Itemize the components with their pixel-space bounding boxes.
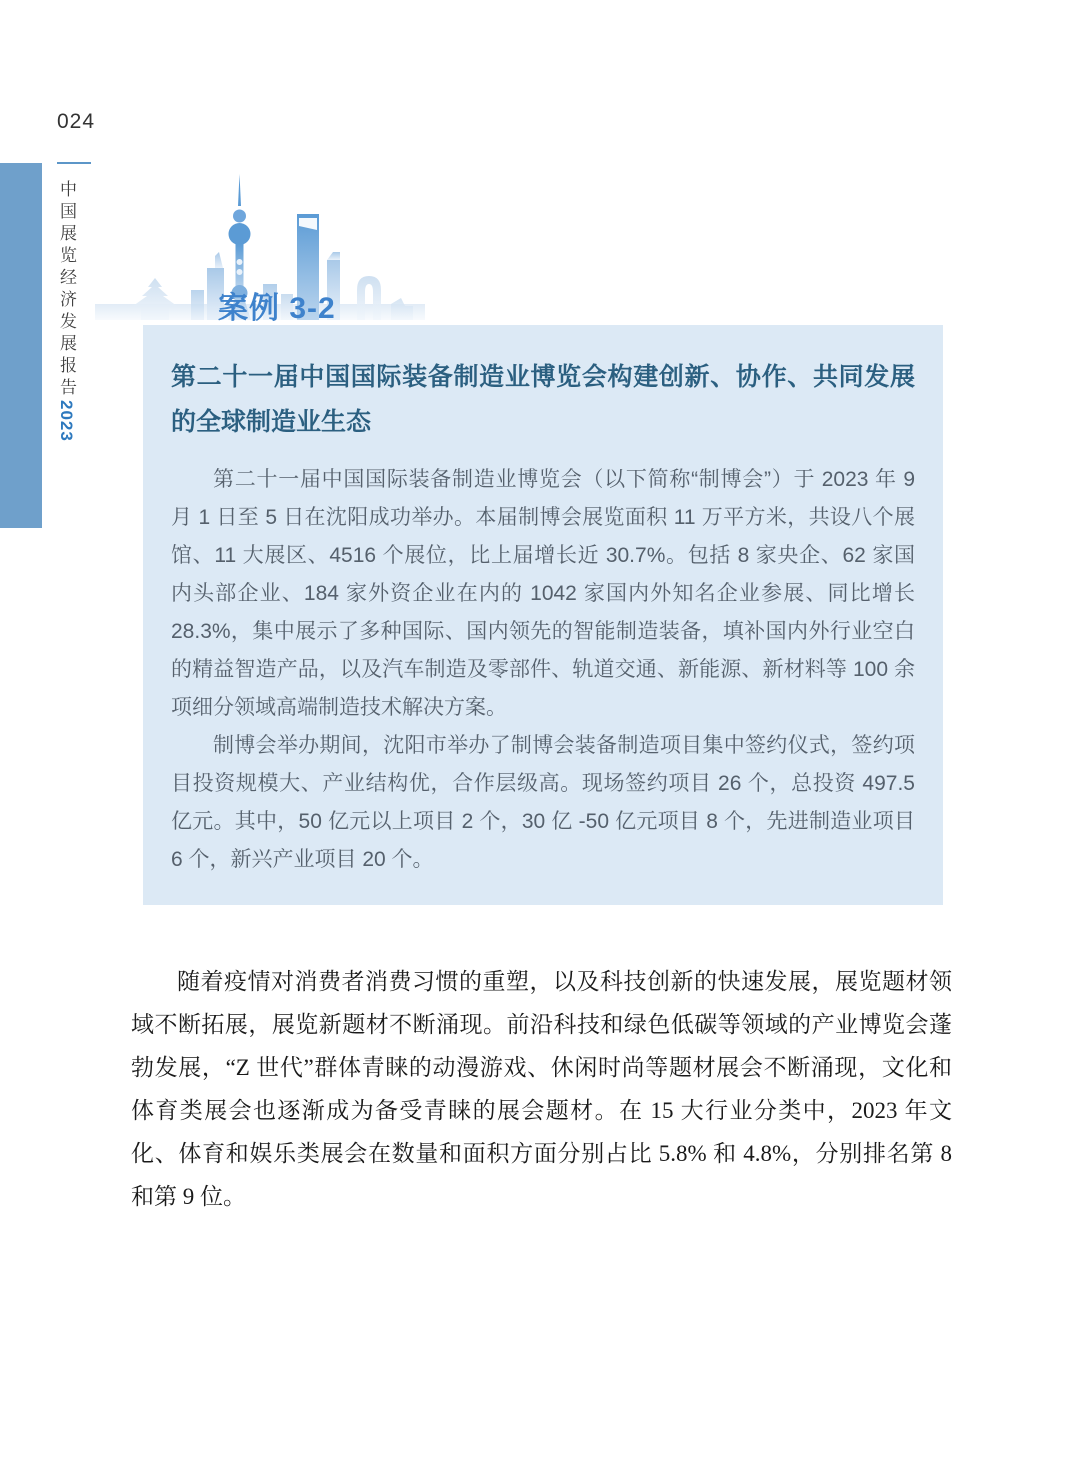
left-margin-bar xyxy=(0,163,42,528)
body-paragraph: 随着疫情对消费者消费习惯的重塑，以及科技创新的快速发展，展览题材领域不断拓展，展览新题材不断涌现。前沿科技和绿色低碳等领域的产业博览会蓬勃发展，“Z 世代”群体青睐的动漫游戏、休闲时尚等题材展会不断涌现，文化和体育类展会也逐渐成为备受青睐的展会题材。在 15 大行业分类中，2023 年文化、体育和娱乐类展会在数量和面积方面分别占比 5.8% 和 4.8%，分别排名第 8 和第 9 位。 xyxy=(131,969,952,1209)
sidebar-report-year: 2023 xyxy=(57,400,76,442)
page-number: 024 xyxy=(57,110,96,133)
case-paragraph-2: 制博会举办期间，沈阳市举办了制博会装备制造项目集中签约仪式，签约项目投资规模大、产业结构优，合作层级高。现场签约项目 26 个，总投资 497.5 亿元。其中，50 亿元以上项目 2 个，30 亿 -50 亿元项目 8 个，先进制造业项目 6 个，新兴产业项目 20 个。 xyxy=(171,734,915,871)
case-title: 第二十一届中国国际装备制造业博览会构建创新、协作、共同发展的全球制造业生态 xyxy=(171,364,915,436)
sidebar-divider xyxy=(57,162,91,164)
sidebar-report-title xyxy=(54,180,79,520)
sidebar-report-title-text: 中国展览经济发展报告 xyxy=(57,180,76,400)
case-box xyxy=(143,325,943,905)
case-paragraph-1: 第二十一届中国国际装备制造业博览会（以下简称“制博会”）于 2023 年 9 月 1 日至 5 日在沈阳成功举办。本届制博会展览面积 11 万平方米，共设八个展馆、11 大展区、4516 个展位，比上届增长近 30.7%。包括 8 家央企、62 家国内头部企业、184 家外资企业在内的 1042 家国内外知名企业参展、同比增长 28.3%，集中展示了多种国际、国内领先的智能制造装备，填补国内外行业空白的精益智造产品，以及汽车制造及零部件、轨道交通、新能源、新材料等 100 余项细分领域高端制造技术解决方案。 xyxy=(171,468,915,719)
case-label: 案例 3-2 xyxy=(218,292,336,325)
